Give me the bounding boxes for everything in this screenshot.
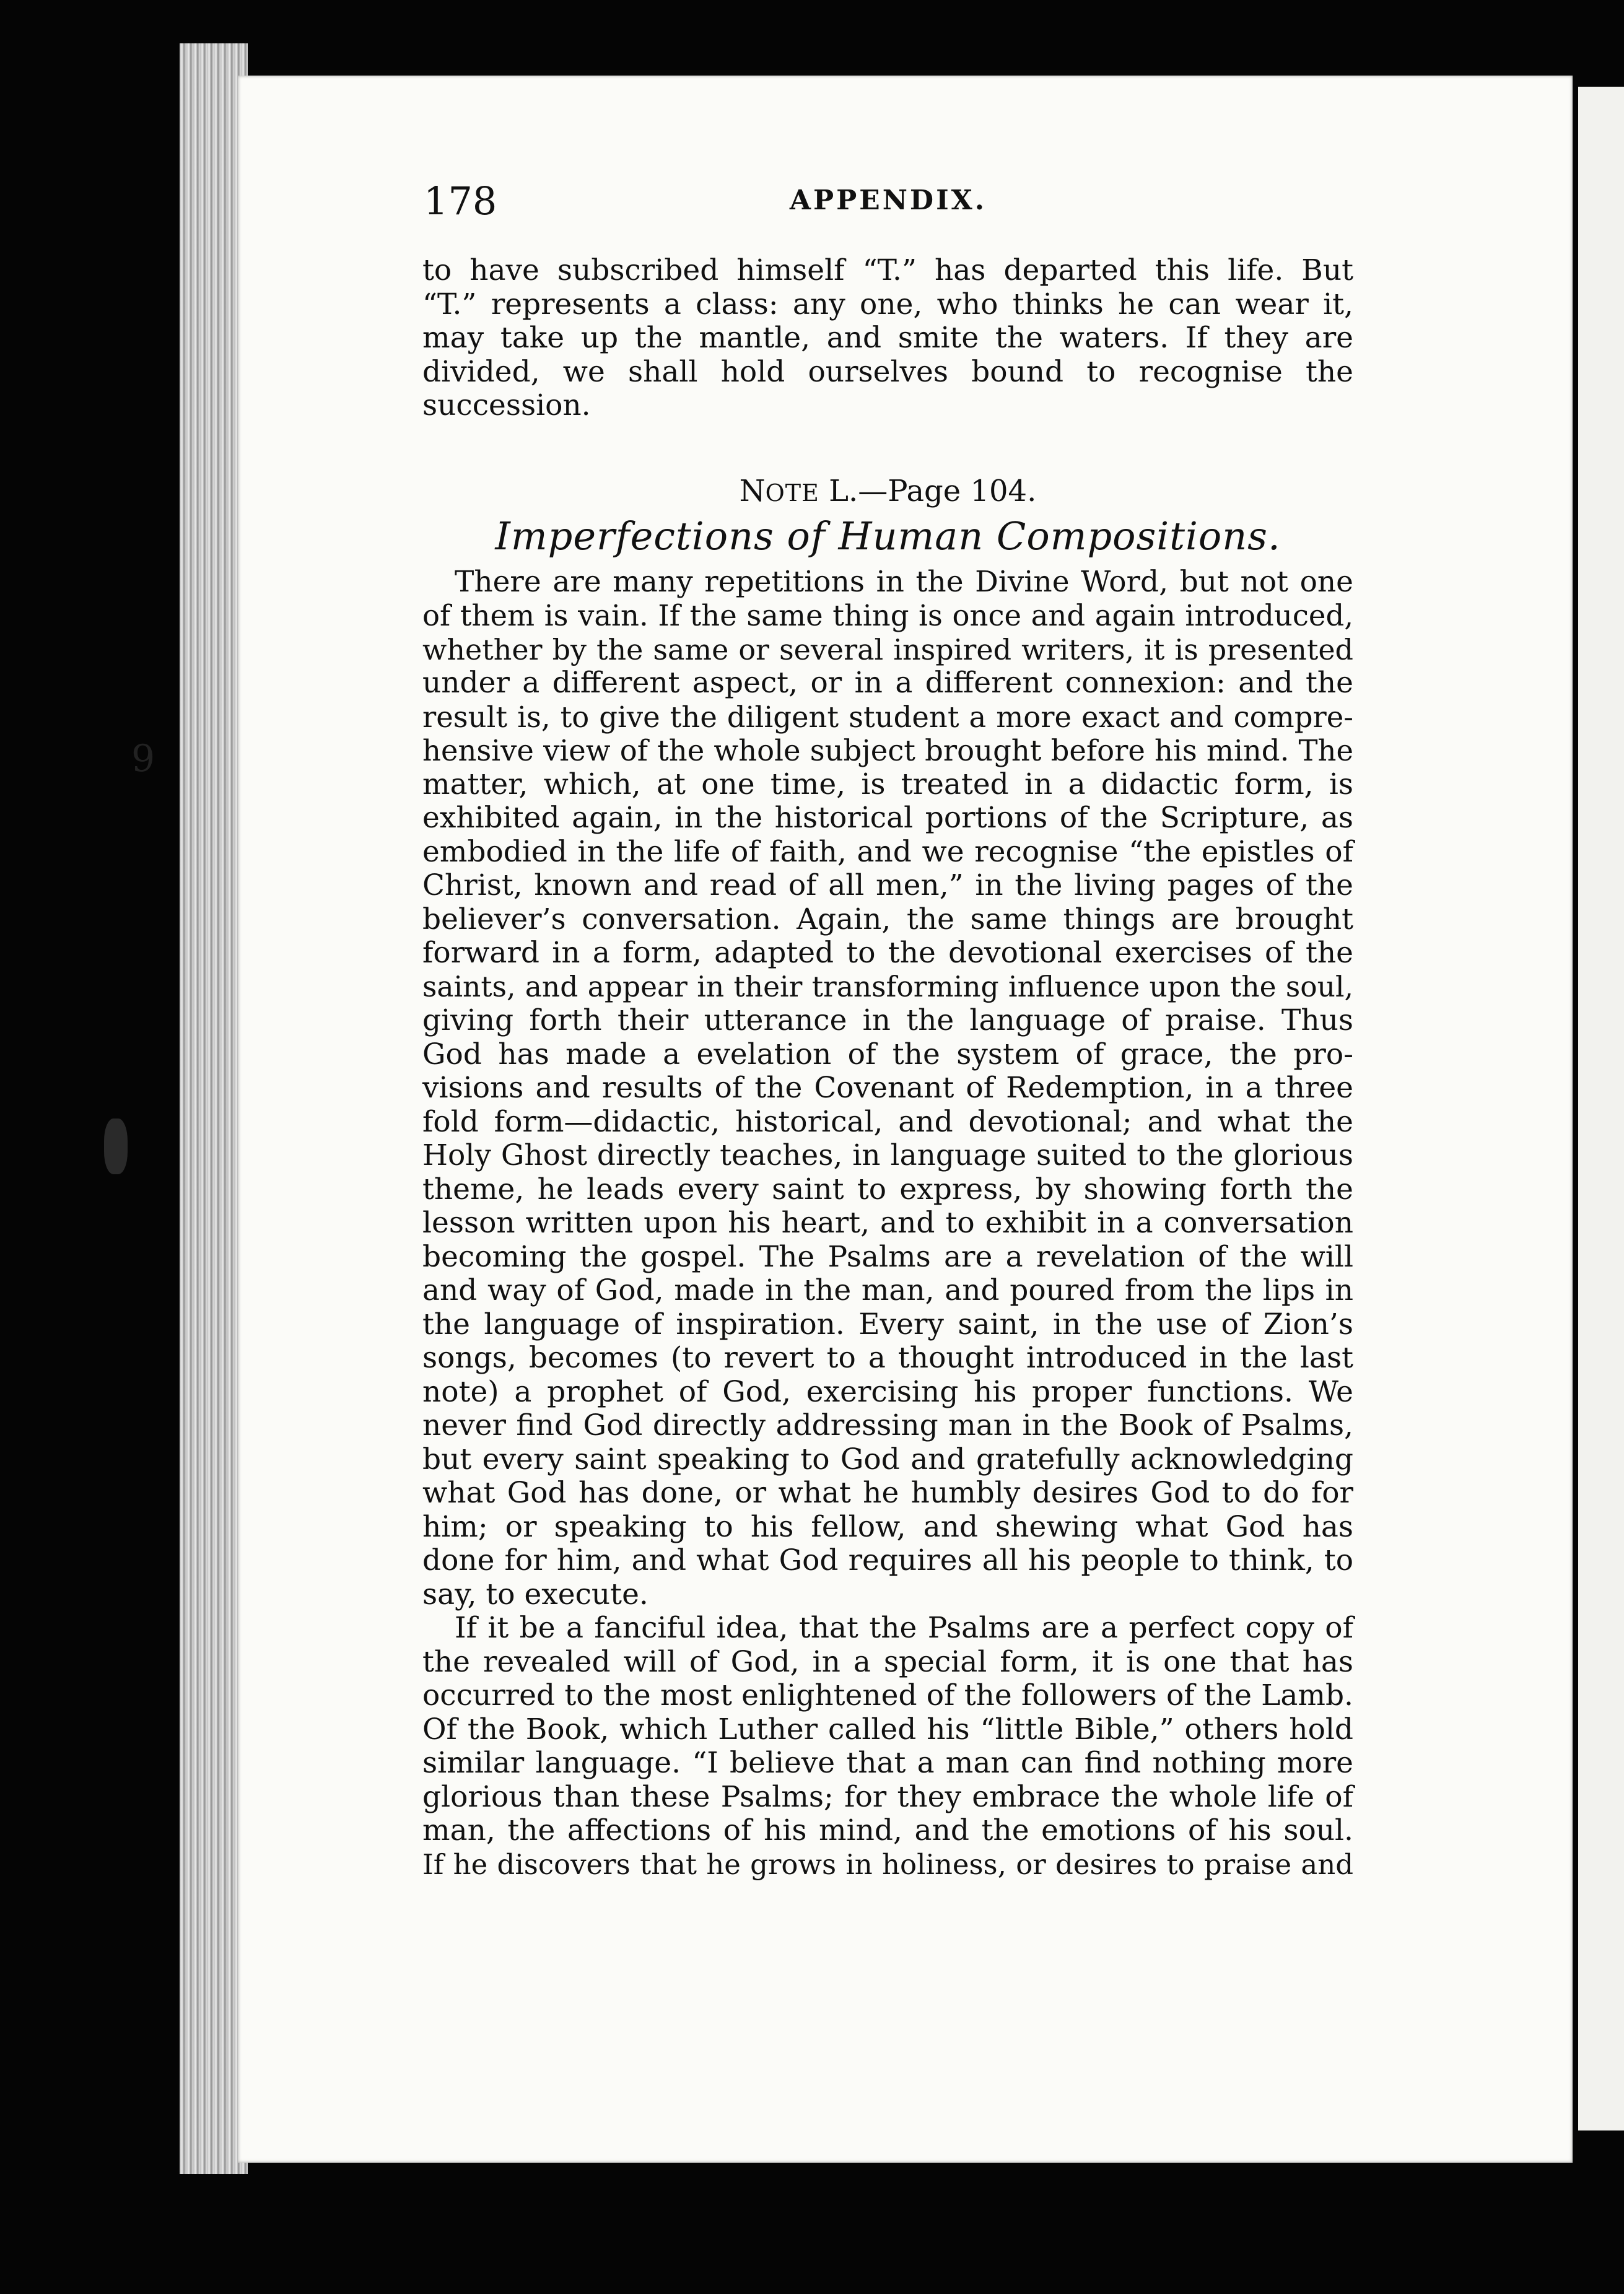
text-line: Of the Book, which Luther called his “little Bible,” others hold (422, 1712, 1353, 1747)
text-line: divided, we shall hold ourselves bound to recognise the (422, 354, 1353, 389)
text-line: never find God directly addressing man in the Book of Psalms, (422, 1408, 1353, 1442)
text-line: the language of inspiration. Every saint, in the use of Zion’s (422, 1307, 1353, 1341)
text-line: occurred to the most enlightened of the followers of the Lamb. (422, 1678, 1353, 1712)
text-line: of them is vain. If the same thing is once and again introduced, (422, 599, 1353, 632)
text-line: him; or speaking to his fellow, and shewing what God has (422, 1509, 1353, 1544)
text-line: saints, and appear in their transforming influence upon the soul, (422, 970, 1353, 1003)
text-line: to have subscribed himself “T.” has departed this life. But (422, 253, 1353, 287)
paragraph-1 (422, 565, 1353, 1612)
text-line: fold form—didactic, historical, and devotional; and what the (422, 1104, 1353, 1139)
text-line: theme, he leads every saint to express, by showing forth the (422, 1172, 1353, 1206)
text-line: songs, becomes (to revert to a thought introduced in the last (422, 1341, 1353, 1375)
text-line: Holy Ghost directly teaches, in language suited to the glorious (422, 1138, 1353, 1172)
section-title: Imperfections of Human Compositions. (495, 513, 1281, 559)
text-line: God has made a evelation of the system of grace, the pro- (422, 1037, 1353, 1071)
text-line: matter, which, at one time, is treated in a didactic form, is (422, 767, 1353, 801)
running-title: APPENDIX. (789, 185, 987, 216)
paragraph-2 (422, 1611, 1353, 1882)
margin-pencil-mark: 9 (131, 737, 155, 780)
margin-ink-blot (104, 1119, 128, 1174)
text-line: If it be a fanciful idea, that the Psalms are a perfect copy of (455, 1611, 1353, 1645)
text-line: done for him, and what God requires all his people to think, to (422, 1543, 1353, 1577)
text-line: the revealed will of God, in a special form, it is one that has (422, 1644, 1353, 1679)
text-line: becoming the gospel. The Psalms are a revelation of the will (422, 1239, 1353, 1274)
text-line: believer’s conversation. Again, the same things are brought (422, 902, 1353, 936)
note-label-smallcaps: OTE (765, 479, 819, 507)
text-line: There are many repetitions in the Divine Word, but not one (455, 564, 1353, 599)
text-line: lesson written upon his heart, and to exhibit in a conversation (422, 1206, 1353, 1240)
intro-passage (422, 254, 1353, 423)
note-label-rest: L.—Page 104. (819, 473, 1037, 508)
page-number: 178 (424, 178, 497, 224)
text-line: and way of God, made in the man, and poured from the lips in (422, 1273, 1353, 1307)
text-line: giving forth their utterance in the language of praise. Thus (422, 1003, 1353, 1037)
text-line: succession. (422, 388, 591, 422)
note-label-initial: N (739, 473, 766, 508)
running-head (424, 178, 1353, 222)
text-line: but every saint speaking to God and gratefully acknowledging (422, 1442, 1353, 1476)
text-line: forward in a form, adapted to the devotional exercises of the (422, 936, 1353, 970)
text-line: say, to execute. (422, 1577, 648, 1611)
text-line: may take up the mantle, and smite the waters. If they are (422, 321, 1353, 355)
text-line: If he discovers that he grows in holiness, or desires to praise and (422, 1847, 1353, 1881)
text-line: “T.” represents a class: any one, who thinks he can wear it, (422, 287, 1353, 321)
text-line: exhibited again, in the historical portions of the Scripture, as (422, 801, 1353, 835)
text-line: whether by the same or several inspired writers, it is presented (422, 632, 1353, 666)
text-line: visions and results of the Covenant of Redemption, in a three (422, 1071, 1353, 1105)
note-heading (422, 473, 1353, 510)
text-line: under a different aspect, or in a different connexion: and the (422, 666, 1353, 700)
text-line: result is, to give the diligent student a more exact and compre- (422, 700, 1353, 734)
text-line: what God has done, or what he humbly desires God to do for (422, 1476, 1353, 1510)
text-line: Christ, known and read of all men,” in the living pages of the (422, 868, 1353, 902)
text-line: hensive view of the whole subject brought before his mind. The (422, 734, 1353, 767)
text-line: embodied in the life of faith, and we recognise “the epistles of (422, 834, 1353, 869)
text-line: similar language. “I believe that a man can find nothing more (422, 1746, 1353, 1780)
facing-page-edge (1578, 87, 1624, 2130)
page-text (422, 254, 1353, 1882)
text-line: glorious than these Psalms; for they embrace the whole life of (422, 1779, 1353, 1814)
text-line: note) a prophet of God, exercising his proper functions. We (422, 1374, 1353, 1409)
text-line: man, the affections of his mind, and the emotions of his soul. (422, 1813, 1353, 1847)
